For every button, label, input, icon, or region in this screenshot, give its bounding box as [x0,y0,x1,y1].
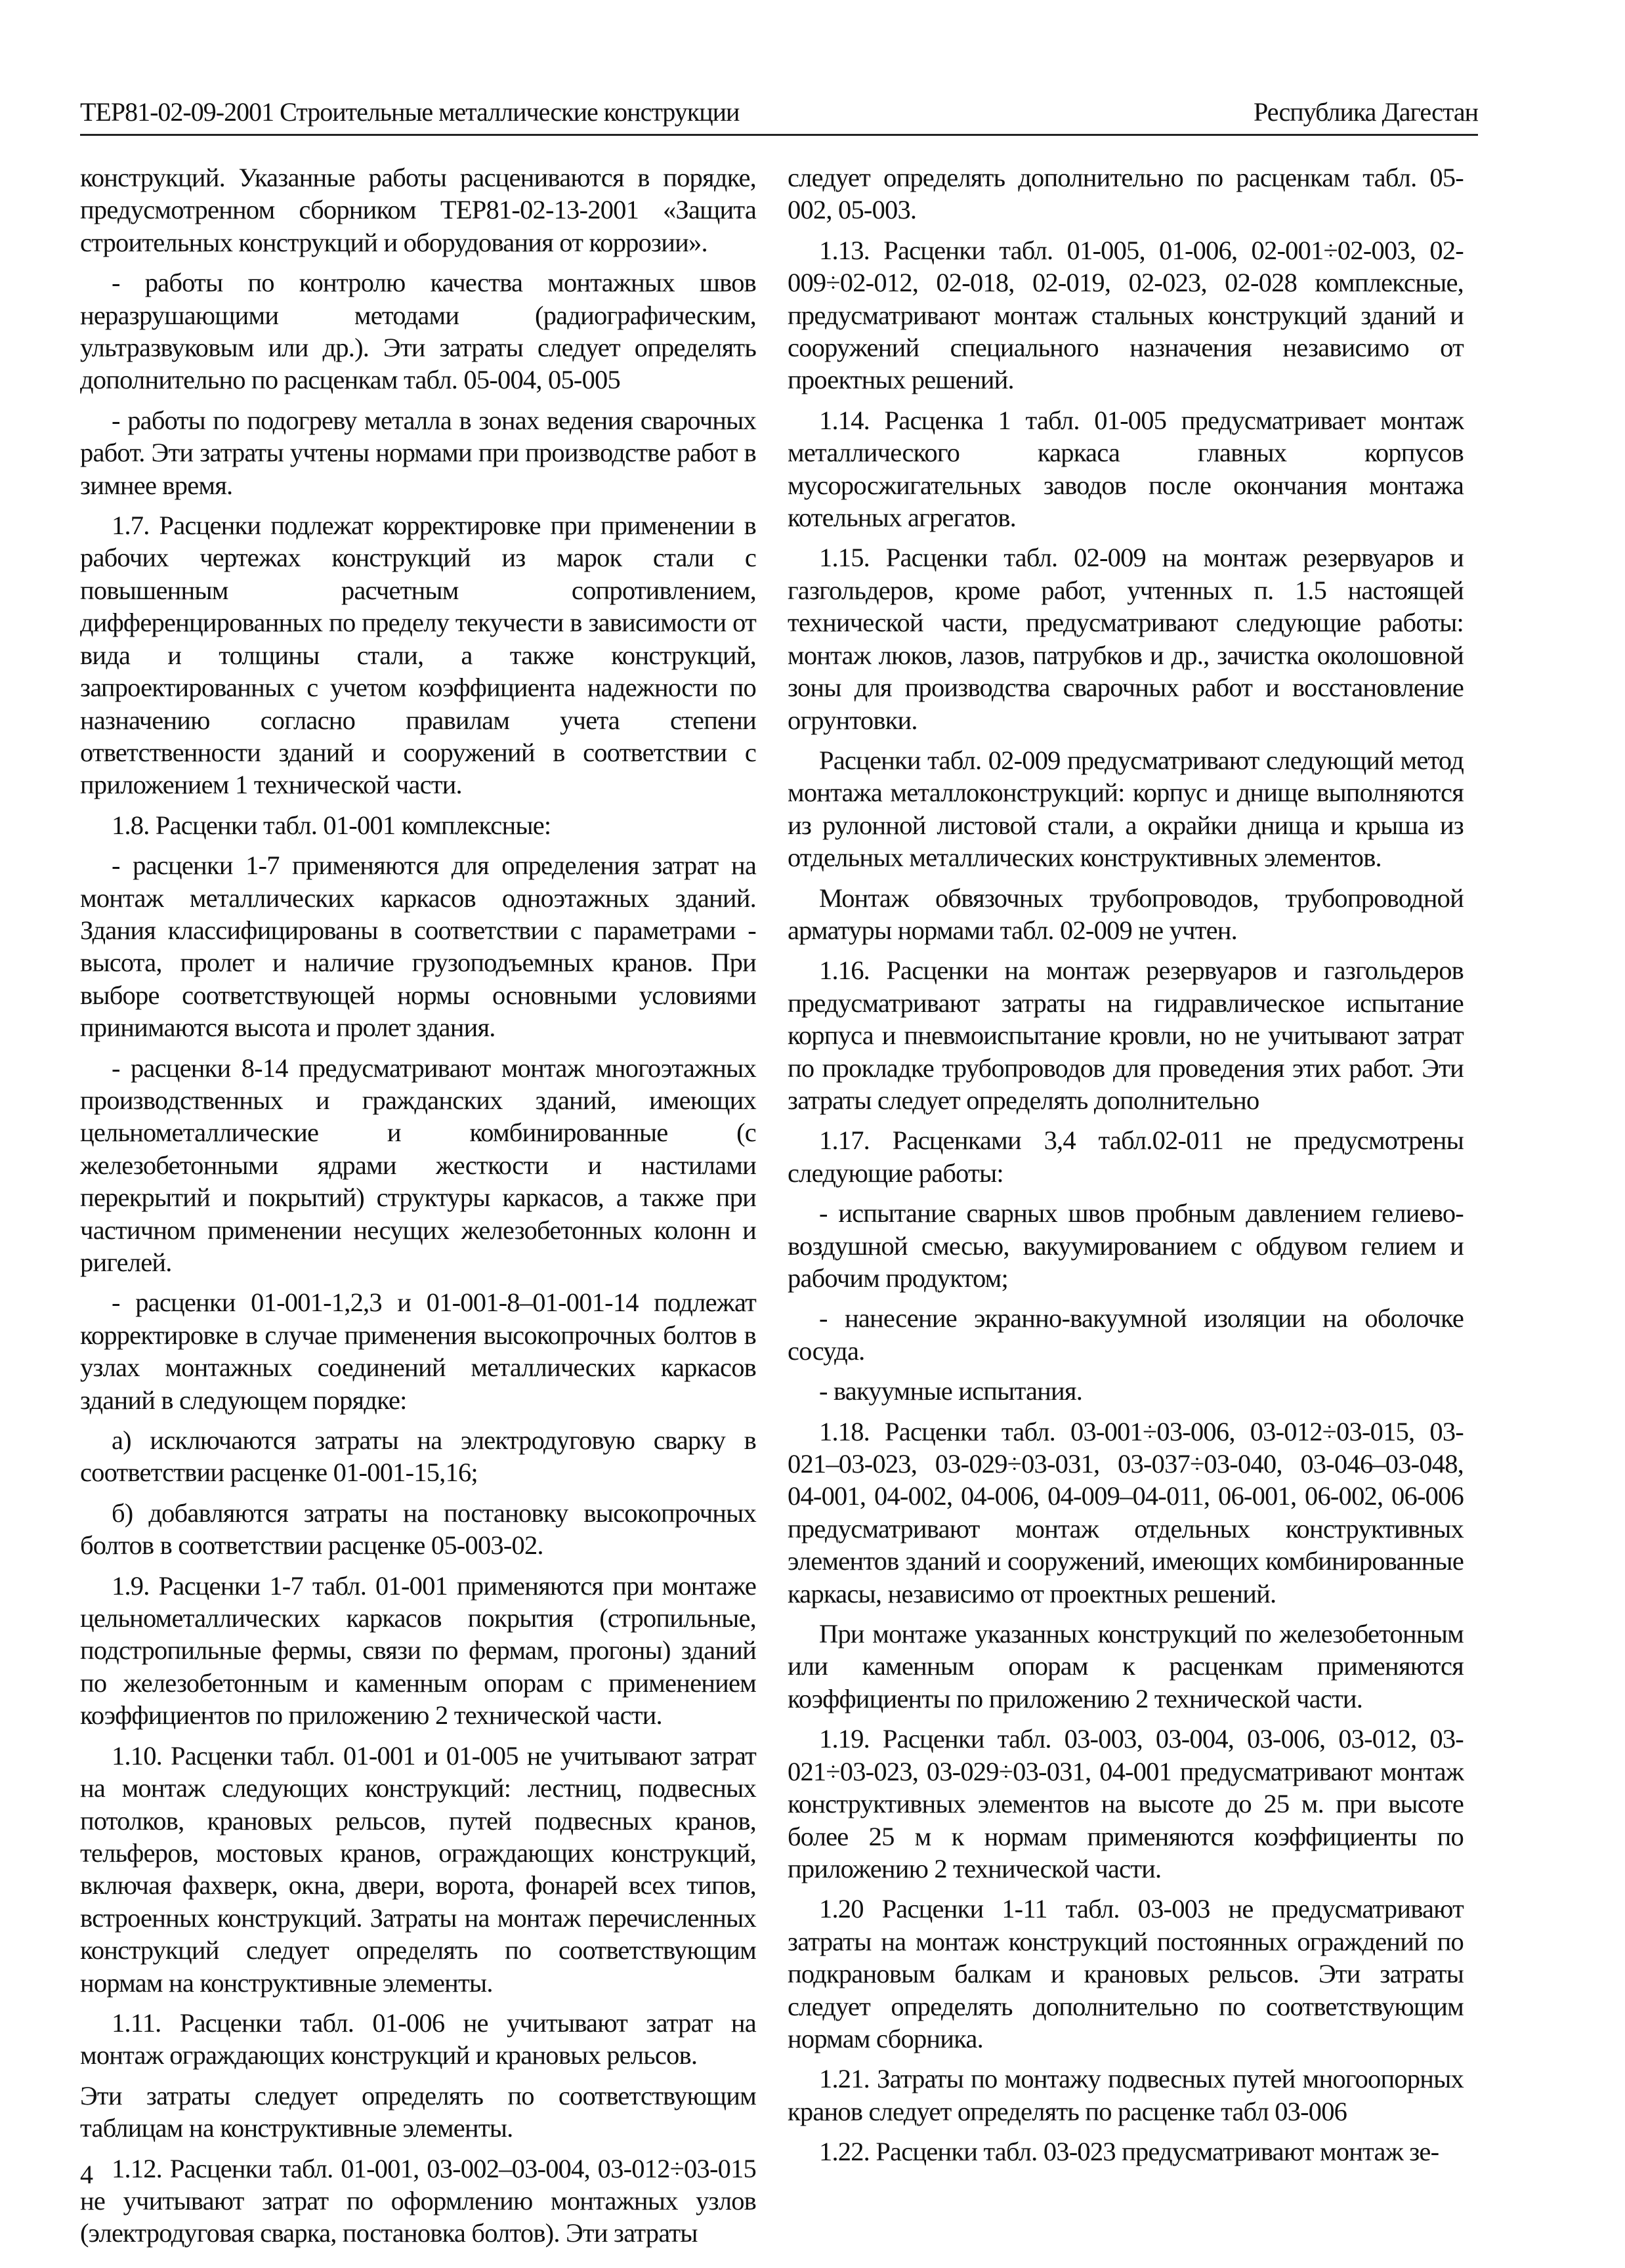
paragraph: - работы по подогреву металла в зонах ведения сварочных работ. Эти затраты учтены нормами при производстве работ в зимнее время. [80,405,756,500]
header-document-code: ТЕР81-02-09-2001 Строительные металлические конструкции [80,97,740,127]
paragraph: - расценки 8-14 предусматривают монтаж многоэтажных производственных и гражданских зданий, имеющих цельнометаллические и комбинированные (с железобетонными ядрами жесткости и настилами перекрытий и покрытий) структуры каркасов, а также при частичном применении несущих железобетонных колонн и ригелей. [80,1053,756,1277]
paragraph: 1.14. Расценка 1 табл. 01-005 предусматривает монтаж металлического каркаса главных корпусов мусоросжигательных заводов после окончания монтажа котельных агрегатов. [788,405,1464,533]
paragraph: 1.7. Расценки подлежат корректировке при применении в рабочих чертежах конструкций из марок стали с повышенным расчетным сопротивлением, дифференцированных по пределу текучести в зависимости от вида и толщины стали, а также конструкций, запроектированных с учетом коэффициента надежности по назначению согласно правилам учета степени ответственности зданий и сооружений в соответствии с приложением 1 технической части. [80,511,756,800]
page-header [80,92,1478,136]
paragraph: - испытание сварных швов пробным давлением гелиево-воздушной смесью, вакуумированием с обдувом гелием и рабочим продуктом; [788,1198,1464,1293]
paragraph: 1.11. Расценки табл. 01-006 не учитывают затрат на монтаж ограждающих конструкций и крановых рельсов. [80,2007,756,2070]
paragraph: конструкций. Указанные работы расцениваются в порядке, предусмотренном сборником ТЕР81-02-13-2001 «Защита строительных конструкций и оборудования от коррозии». [80,163,756,257]
paragraph: 1.9. Расценки 1-7 табл. 01-001 применяются при монтаже цельнометаллических каркасов покрытия (стропильные, подстропильные фермы, связи по фермам, прогоны) зданий по железобетонным и каменным опорам с применением коэффициентов по приложению 2 технической части. [80,1570,756,1731]
paragraph: 1.12. Расценки табл. 01-001, 03-002–03-004, 03-012÷03-015 не учитывают затрат по оформлению монтажных узлов (электродуговая сварка, постановка болтов). Эти затраты [80,2153,756,2248]
paragraph: - расценки 1-7 применяются для определения затрат на монтаж металлических каркасов одноэтажных зданий. Здания классифицированы в соответствии с параметрами - высота, пролет и наличие грузоподъемных кранов. При выборе соответствующей нормы основными условиями принимаются высота и пролет здания. [80,850,756,1043]
paragraph: б) добавляются затраты на постановку высокопрочных болтов в соответствии расценке 05-003-02. [80,1498,756,1561]
left-column [80,161,756,2248]
paragraph: следует определять дополнительно по расценкам табл. 05-002, 05-003. [788,163,1464,225]
paragraph: 1.13. Расценки табл. 01-005, 01-006, 02-001÷02-003, 02-009÷02-012, 02-018, 02-019, 02-023, 02-028 комплексные, предусматривают монтаж стальных конструкций зданий и сооружений специального назначения независимо от проектных решений. [788,235,1464,395]
paragraph: Монтаж обвязочных трубопроводов, трубопроводной арматуры нормами табл. 02-009 не учтен. [788,883,1464,945]
header-region: Республика Дагестан [1254,97,1478,127]
paragraph: Расценки табл. 02-009 предусматривают следующий метод монтажа металлоконструкций: корпус и днище выполняются из рулонной листовой стали, а окрайки днища и крыша из отдельных металлических конструктивных элементов. [788,745,1464,873]
paragraph: а) исключаются затраты на электродуговую сварку в соответствии расценке 01-001-15,16; [80,1425,756,1488]
paragraph: 1.19. Расценки табл. 03-003, 03-004, 03-006, 03-012, 03-021÷03-023, 03-029÷03-031, 04-001 предусматривают монтаж конструктивных элементов на высоте до 25 м. при высоте более 25 м к нормам применяются коэффициенты по приложению 2 технической части. [788,1724,1464,1883]
paragraph: - вакуумные испытания. [819,1376,1083,1406]
paragraph: Эти затраты следует определять по соответствующим таблицам на конструктивные элементы. [80,2080,756,2143]
paragraph: 1.16. Расценки на монтаж резервуаров и газгольдеров предусматривают затраты на гидравлическое испытание корпуса и пневмоиспытание кровли, но не учитывают затрат по прокладке трубопроводов для проведения этих работ. Эти затраты следует определять дополнительно [788,956,1464,1115]
paragraph: 1.10. Расценки табл. 01-001 и 01-005 не учитывают затрат на монтаж следующих конструкций: лестниц, подвесных потолков, крановых рельсов, путей подвесных кранов, тельферов, мостовых кранов, ограждающих конструкций, включая фахверк, окна, двери, ворота, фонарей всех типов, встроенных конструкций. Затраты на монтаж перечисленных конструкций следует определять по соответствующим нормам на конструктивные элементы. [80,1740,756,1998]
page-number: 4 [80,2160,93,2189]
paragraph: 1.21. Затраты по монтажу подвесных путей многоопорных кранов следует определять по расценке табл 03-006 [788,2064,1464,2126]
paragraph: 1.8. Расценки табл. 01-001 комплексные: [112,810,551,840]
paragraph: При монтаже указанных конструкций по железобетонным или каменным опорам к расценкам применяются коэффициенты по приложению 2 технической части. [788,1619,1464,1713]
paragraph: 1.17. Расценками 3,4 табл.02-011 не предусмотрены следующие работы: [788,1125,1464,1188]
paragraph: 1.18. Расценки табл. 03-001÷03-006, 03-012÷03-015, 03-021–03-023, 03-029÷03-031, 03-037÷03-040, 03-046–03-048, 04-001, 04-002, 04-006, 04-009–04-011, 06-001, 06-002, 06-006 предусматривают монтаж отдельных конструктивных элементов зданий и сооружений, имеющих комбинированные каркасы, независимо от проектных решений. [788,1416,1464,1608]
paragraph: 1.15. Расценки табл. 02-009 на монтаж резервуаров и газгольдеров, кроме работ, учтенных п. 1.5 настоящей технической части, предусматривают следующие работы: монтаж люков, лазов, патрубков и др., зачистка околошовной зоны для производства сварочных работ и восстановление огрунтовки. [788,543,1464,735]
paragraph: - работы по контролю качества монтажных швов неразрушающими методами (радиографическим, ультразвуковым или др.). Эти затраты следует определять дополнительно по расценкам табл. 05-004, 05-005 [80,268,756,395]
right-column [788,161,1464,2167]
paragraph: 1.20 Расценки 1-11 табл. 03-003 не предусматривают затраты на монтаж конструкций постоянных ограждений по подкрановым балкам и крановых рельсов. Эти затраты следует определять дополнительно по соответствующим нормам сборника. [788,1894,1464,2053]
paragraph: - расценки 01-001-1,2,3 и 01-001-8–01-001-14 подлежат корректировке в случае применения высокопрочных болтов в узлах монтажных соединений металлических каркасов зданий в следующем порядке: [80,1288,756,1415]
paragraph: - нанесение экранно-вакуумной изоляции на оболочке сосуда. [788,1303,1464,1366]
paragraph: 1.22. Расценки табл. 03-023 предусматривают монтаж зе- [819,2137,1439,2167]
